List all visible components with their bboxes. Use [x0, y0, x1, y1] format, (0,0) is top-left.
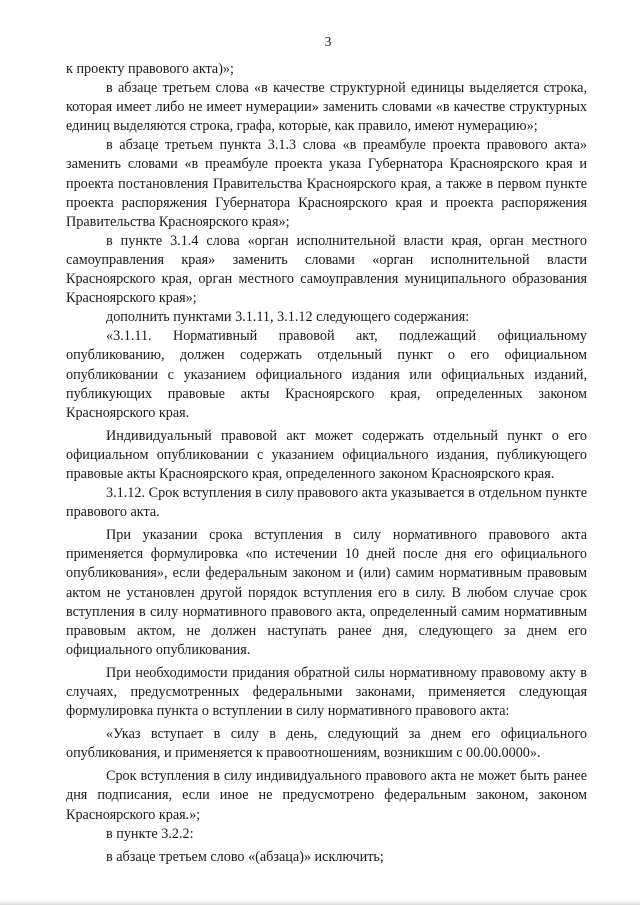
- paragraph-7: Индивидуальный правовой акт может содержать отдельный пункт о его официальном опубликовании с указанием официального издания, публикующего правовые акты Красноярского края, определенного законом Красноярского края.: [66, 427, 587, 482]
- page-number: 3: [324, 34, 332, 49]
- paragraph-4: в пункте 3.1.4 слова «орган исполнительной власти края, орган местного самоуправления края» заменить словами «орган исполнительной власти Красноярского края, орган местного самоуправления муниципального образования Красноярского края»;: [66, 232, 587, 307]
- paragraph-10: При необходимости придания обратной силы нормативному правовому акту в случаях, предусмотренных федеральными законами, применяется следующая формулировка пункта о вступлении в силу нормативного правового акта:: [66, 664, 587, 720]
- paragraph-11: «Указ вступает в силу в день, следующий за днем его официального опубликования, и применяется к правоотношениям, возникшим с 00.00.0000».: [66, 726, 587, 762]
- paragraph-6: «3.1.11. Нормативный правовой акт, подлежащий официальному опубликованию, должен содержать отдельный пункт о его официальном опубликовании с указанием официального издания или официальных изданий, публикующих правовые акты Красноярского края, определенных законом Красноярского края.: [66, 328, 587, 421]
- paragraph-2: в абзаце третьем слова «в качестве структурной единицы выделяется строка, которая имеет либо не имеет нумерации» заменить словами «в качестве структурных единиц выделяются строка, графа, которые, как правило, имеют нумерацию»;: [66, 80, 587, 135]
- paragraph-14: в абзаце третьем слово «(абзаца)» исключить;: [106, 848, 384, 865]
- paragraph-5: дополнить пунктами 3.1.11, 3.1.12 следующего содержания:: [106, 309, 470, 326]
- paragraph-3: в абзаце третьем пункта 3.1.3 слова «в преамбуле проекта правового акта» заменить словами «в преамбуле проекта указа Губернатора Красноярского края и проекта постановления Правительства Красноярского края, а также в первом пункте проекта распоряжения Губернатора Красноярского края и проекта распоряжения Правительства Красноярского края»;: [66, 137, 587, 230]
- page-bottom-edge: [0, 901, 640, 905]
- paragraph-9: При указании срока вступления в силу нормативного правового акта применяется формулировка «по истечении 10 дней после дня его официального опубликования», если федеральным законом и (или) самим нормативным правовым актом не установлен другой порядок вступления его в силу. В любом случае срок вступления в силу нормативного правового акта, определенный самим нормативным правовым актом, не должен наступать ранее дня, следующего за днем его официального опубликования.: [66, 527, 587, 658]
- paragraph-1: к проекту правового акта)»;: [66, 61, 234, 77]
- paragraph-13: в пункте 3.2.2:: [106, 825, 194, 842]
- paragraph-8: 3.1.12. Срок вступления в силу правового акта указывается в отдельном пункте правового акта.: [66, 485, 587, 521]
- document-body: [66, 60, 587, 867]
- paragraph-12: Срок вступления в силу индивидуального правового акта не может быть ранее дня подписания, если иное не предусмотрено федеральным законом, законом Красноярского края.»;: [66, 768, 587, 823]
